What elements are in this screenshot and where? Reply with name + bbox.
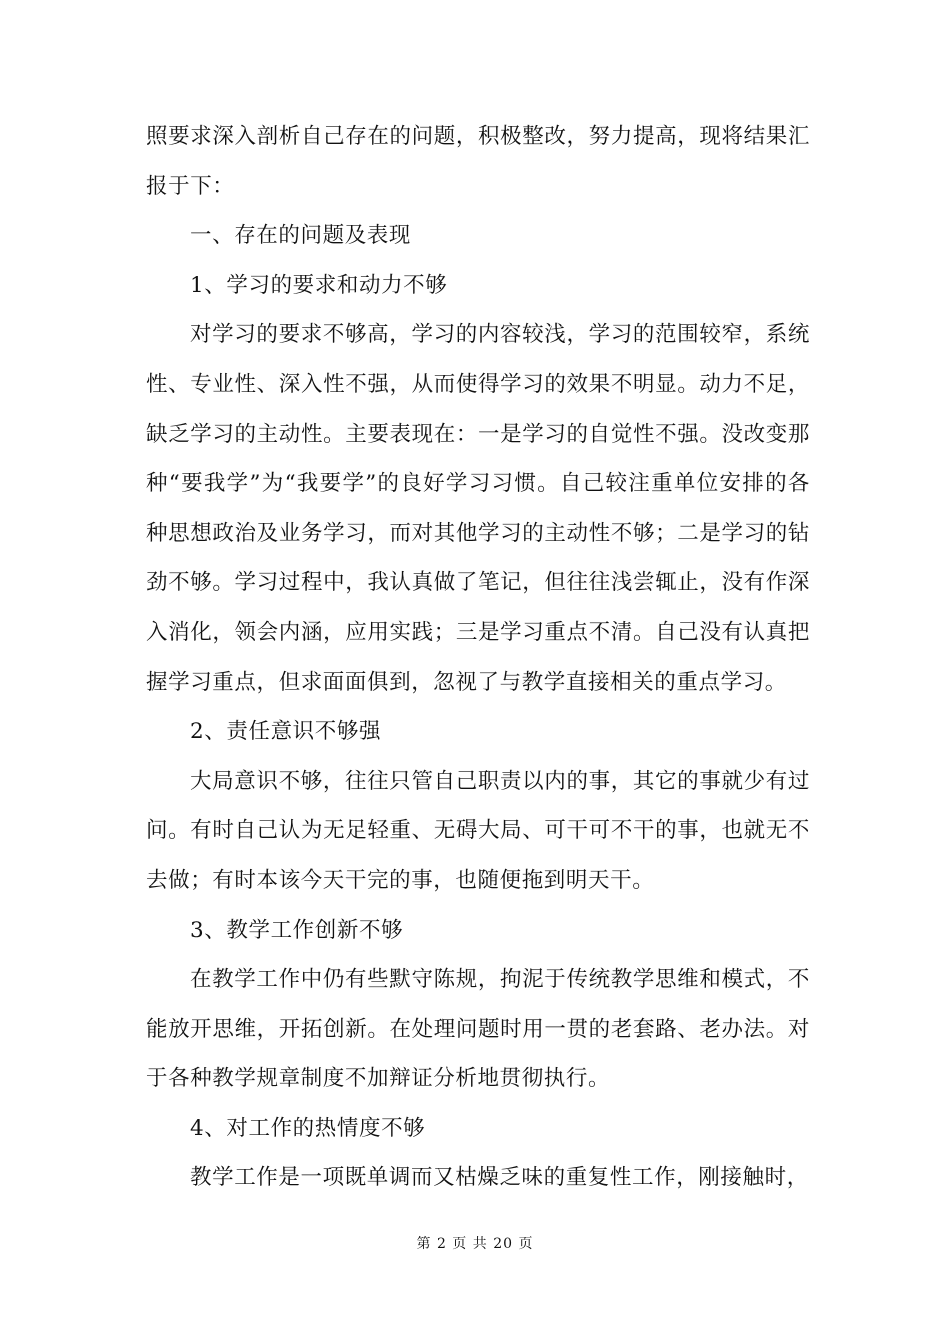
page-number-footer: 第 2 页 共 20 页 [416,1236,534,1252]
paragraph: 照要求深入剖析自己存在的问题，积极整改，努力提高，现将结果汇报于下： [146,124,810,199]
subsection-heading: 2、责任意识不够强 [190,719,382,745]
subsection-heading: 1、学习的要求和动力不够 [190,272,448,298]
subsection-heading: 4、对工作的热情度不够 [190,1115,426,1141]
paragraph: 对学习的要求不够高，学习的内容较浅，学习的范围较窄，系统性、专业性、深入性不强，从而使得学习的效果不明显。动力不足，缺乏学习的主动性。主要表现在：一是学习的自觉性不强。没改变那种“要我学”为“我要学”的良好学习习惯。自己较注重单位安排的各种思想政治及业务学习，而对其他学习的主动性不够；二是学习的钻劲不够。学习过程中，我认真做了笔记，但往往浅尝辄止，没有作深入消化，领会内涵，应用实践；三是学习重点不清。自己没有认真把握学习重点，但求面面俱到，忽视了与教学直接相关的重点学习。 [146,322,810,695]
section-heading: 一、存在的问题及表现 [190,223,412,249]
paragraph: 在教学工作中仍有些默守陈规，拘泥于传统教学思维和模式，不能放开思维，开拓创新。在处理问题时用一贯的老套路、老办法。对于各种教学规章制度不加辩证分析地贯彻执行。 [146,967,810,1092]
document-body [146,112,810,1203]
subsection-heading: 3、教学工作创新不够 [190,917,404,943]
paragraph: 教学工作是一项既单调而又枯燥乏味的重复性工作，刚接触时， [190,1165,809,1191]
paragraph: 大局意识不够，往往只管自己职责以内的事，其它的事就少有过问。有时自己认为无足轻重、无碍大局、可干可不干的事，也就无不去做；有时本该今天干完的事，也随便拖到明天干。 [146,768,810,893]
